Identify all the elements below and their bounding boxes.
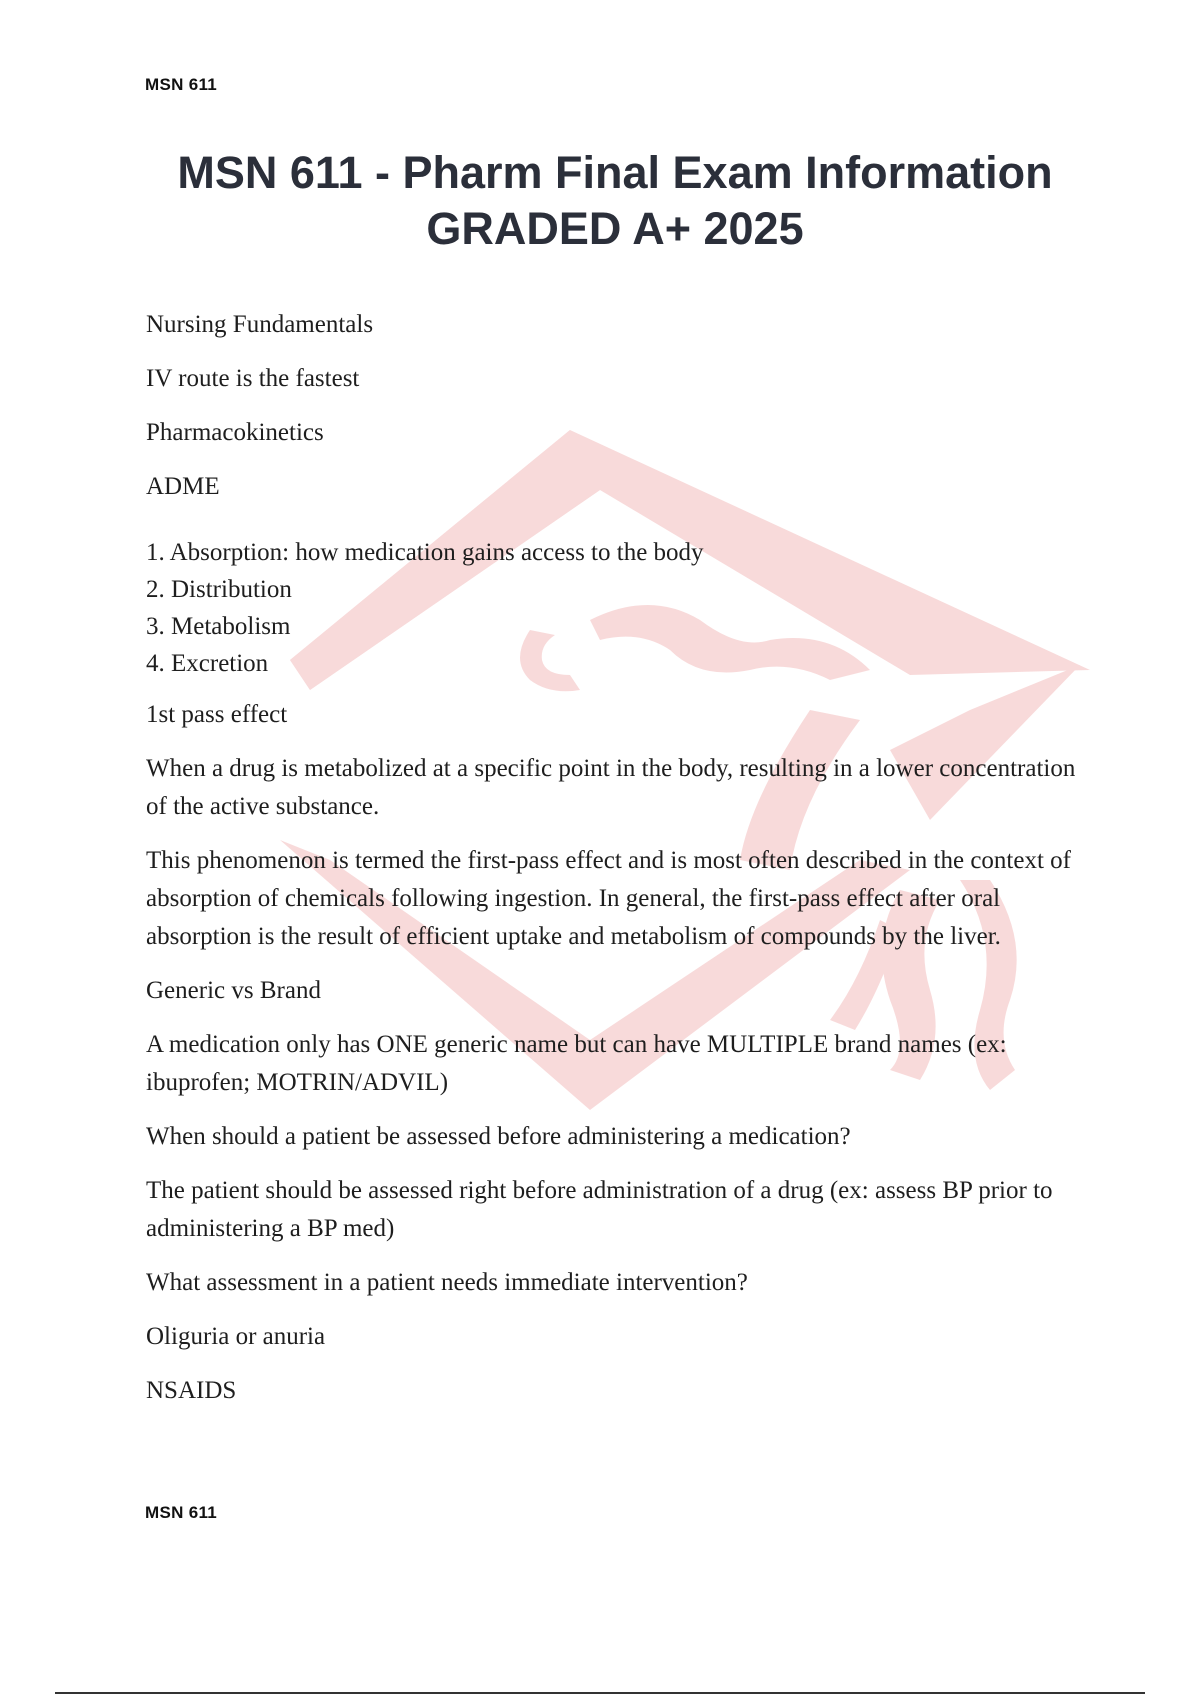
paragraph: ADME <box>146 473 220 500</box>
paragraph: What assessment in a patient needs immediate intervention? <box>146 1269 748 1296</box>
paragraph: When a drug is metabolized at a specific point in the body, resulting in a lower concentration of the active substance. <box>146 755 1076 820</box>
list-item: 2. Distribution <box>146 576 292 603</box>
paragraph: 1st pass effect <box>146 701 288 728</box>
list-item: 3. Metabolism <box>146 613 291 640</box>
page-bottom-divider <box>55 1692 1145 1694</box>
paragraph: Nursing Fundamentals <box>146 311 374 338</box>
list-item: 4. Excretion <box>146 650 269 677</box>
document-title <box>140 145 1090 257</box>
adme-list <box>146 534 1091 682</box>
paragraph: Generic vs Brand <box>146 977 321 1004</box>
title-line-1: MSN 611 - Pharm Final Exam Information <box>177 147 1053 198</box>
title-line-2: GRADED A+ 2025 <box>426 203 804 254</box>
page-footer-label: MSN 611 <box>145 1503 218 1522</box>
paragraph: The patient should be assessed right before administration of a drug (ex: assess BP prior to administering a BP med) <box>146 1177 1053 1242</box>
paragraph: NSAIDS <box>146 1377 237 1404</box>
paragraph: Pharmacokinetics <box>146 419 324 446</box>
paragraph: When should a patient be assessed before administering a medication? <box>146 1123 851 1150</box>
paragraph: IV route is the fastest <box>146 365 360 392</box>
paragraph: This phenomenon is termed the first-pass effect and is most often described in the context of absorption of chemicals following ingestion. In general, the first-pass effect after oral absorption is the result of efficient uptake and metabolism of compounds by the liver. <box>146 847 1071 950</box>
page-header-label: MSN 611 <box>145 75 218 94</box>
paragraph: A medication only has ONE generic name but can have MULTIPLE brand names (ex: ibuprofen; MOTRIN/ADVIL) <box>146 1031 1007 1096</box>
list-item: 1. Absorption: how medication gains access to the body <box>146 539 704 566</box>
paragraph: Oliguria or anuria <box>146 1323 326 1350</box>
document-body <box>146 306 1091 1426</box>
